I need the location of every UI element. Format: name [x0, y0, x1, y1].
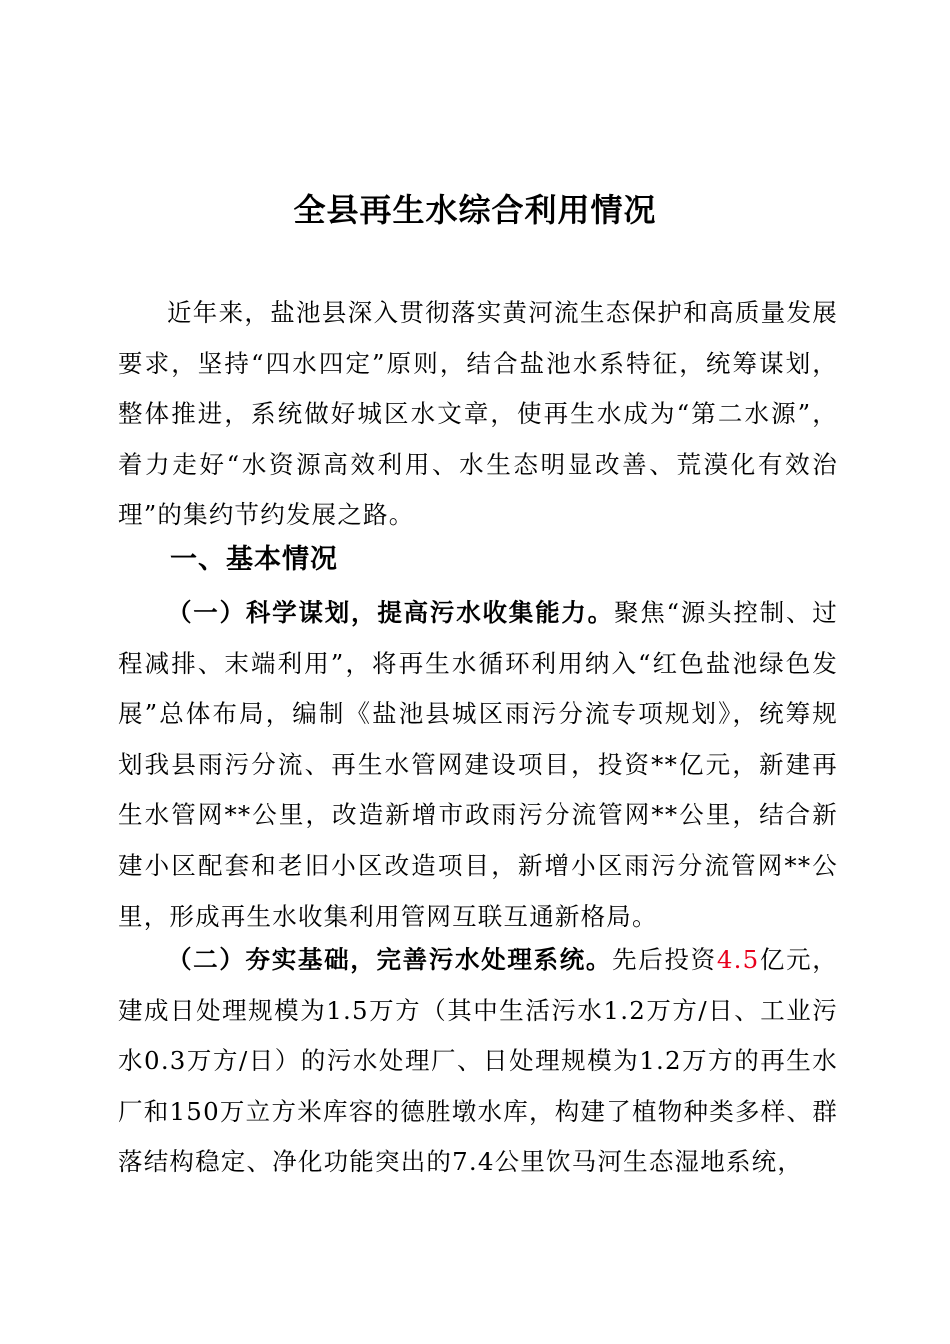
subsection-1-lead: （一）科学谋划，提高污水收集能力。 [167, 598, 614, 627]
subsection-1-text: 聚焦“源头控制、过程减排、末端利用”，将再生水循环利用纳入“红色盐池绿色发展”总体布局，编制《盐池县城区雨污分流专项规划》，统筹规划我县雨污分流、再生水管网建设项目，投资**亿元，新建再生水管网**公里，改造新增市政雨污分流管网**公里，结合新建小区配套和老旧小区改造项目，新增小区雨污分流管网**公里，形成再生水收集利用管网互联互通新格局。 [118, 598, 839, 931]
investment-amount-highlight: 4.5 [716, 945, 760, 974]
document-title: 全县再生水综合利用情况 [293, 191, 657, 229]
subsection-2-lead: （二）夯实基础，完善污水处理系统。 [167, 945, 613, 974]
subsection-2-text-before: 先后投资 [612, 945, 717, 974]
subsection-2-paragraph [118, 935, 838, 1188]
subsection-2-text-after: 亿元，建成日处理规模为1.5万方（其中生活污水1.2万方/日、工业污水0.3万方/日）的污水处理厂、日处理规模为1.2万方的再生水厂和150万立方米库容的德胜墩水库，构建了植物种类多样、群落结构稳定、净化功能突出的7.4公里饮马河生态湿地系统， [118, 945, 838, 1177]
section-heading: 一、基本情况 [170, 544, 338, 575]
subsection-1-paragraph [118, 588, 838, 942]
intro-paragraph: 近年来，盐池县深入贯彻落实黄河流生态保护和高质量发展要求，坚持“四水四定”原则，结合盐池水系特征，统筹谋划，整体推进，系统做好城区水文章，使再生水成为“第二水源”，着力走好“水资源高效利用、水生态明显改善、荒漠化有效治理”的集约节约发展之路。 [118, 298, 838, 530]
